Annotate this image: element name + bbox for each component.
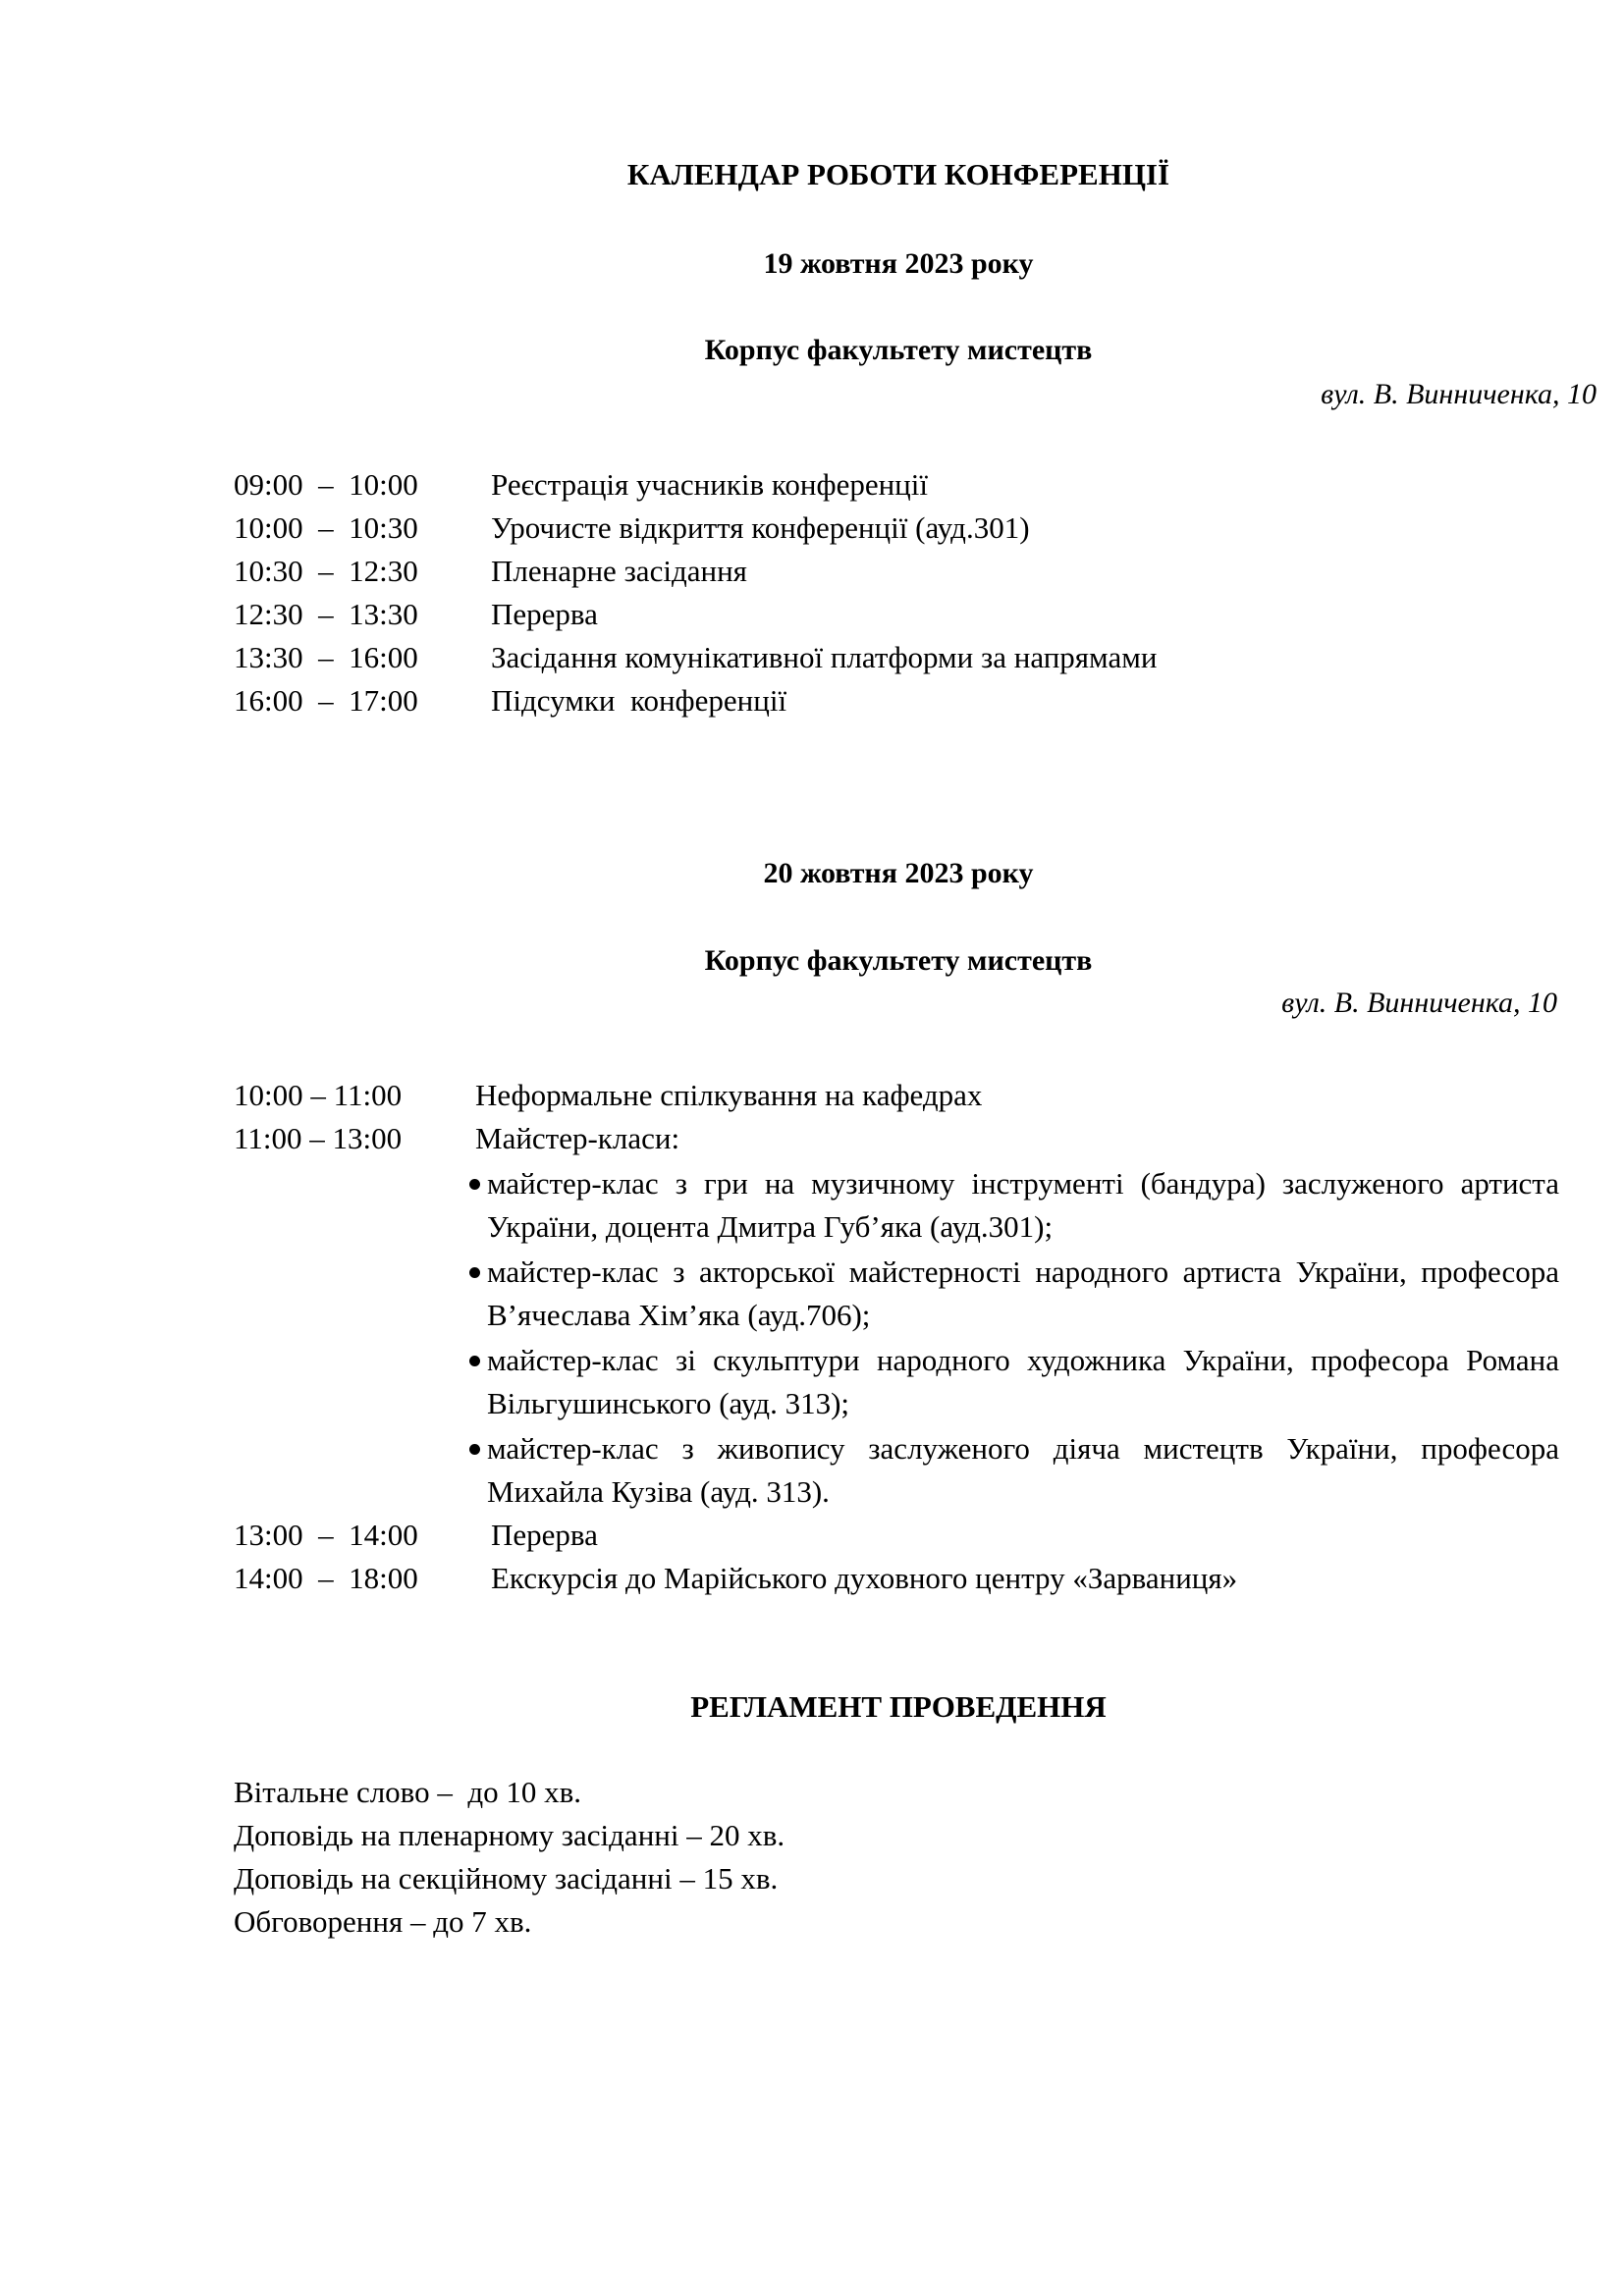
regulations-title: РЕГЛАМЕНТ ПРОВЕДЕННЯ: [690, 1689, 1107, 1724]
schedule-event: Підсумки конференції: [491, 683, 787, 718]
list-item: майстер-клас з живопису заслуженого діяча мистецтв України, професора Михайла Кузіва (ауд. 313).: [487, 1431, 1559, 1509]
schedule-event: Пленарне засідання: [491, 554, 747, 588]
regulation-line: Обговорення – до 7 хв.: [234, 1904, 532, 1939]
regulation-line: Доповідь на секційному засіданні – 15 хв.: [234, 1861, 779, 1896]
regulation-line: Доповідь на пленарному засіданні – 20 хв.: [234, 1818, 785, 1852]
schedule-time: 10:30 – 12:30: [234, 554, 418, 588]
day2-address: вул. В. Винниченка, 10: [1281, 987, 1557, 1019]
schedule-time: 13:30 – 16:00: [234, 640, 418, 674]
schedule-event: Неформальне спілкування на кафедрах: [475, 1078, 983, 1112]
day1-date: 19 жовтня 2023 року: [763, 247, 1034, 280]
day1-address: вул. В. Винниченка, 10: [1321, 378, 1597, 410]
schedule-event: Засідання комунікативної платформи за напрямами: [491, 640, 1158, 674]
schedule-time: 12:30 – 13:30: [234, 597, 418, 631]
schedule-time: 10:00 – 10:30: [234, 510, 418, 545]
list-item: майстер-клас зі скульптури народного художника України, професора Романа Вільгушинського (ауд. 313);: [487, 1343, 1559, 1420]
schedule-time: 11:00 – 13:00: [234, 1121, 403, 1155]
list-item: майстер-клас з гри на музичному інструменті (бандура) заслуженого артиста України, доцента Дмитра Губ’яка (ауд.301);: [487, 1166, 1559, 1244]
schedule-time: 09:00 – 10:00: [234, 467, 418, 502]
day1-venue: Корпус факультету мистецтв: [704, 334, 1093, 366]
schedule-event: Майстер-класи:: [475, 1121, 680, 1155]
schedule-event: Перерва: [491, 1518, 598, 1552]
schedule-time: 13:00 – 14:00: [234, 1518, 418, 1552]
bullet-icon: [469, 1356, 480, 1366]
list-item: майстер-клас з акторської майстерності народного артиста України, професора В’ячеслава Хім’яка (ауд.706);: [487, 1255, 1559, 1332]
schedule-time: 14:00 – 18:00: [234, 1561, 418, 1595]
day2-date: 20 жовтня 2023 року: [763, 857, 1034, 889]
bullet-icon: [469, 1444, 480, 1455]
page-title: КАЛЕНДАР РОБОТИ КОНФЕРЕНЦІЇ: [626, 157, 1170, 191]
schedule-event: Урочисте відкриття конференції (ауд.301): [491, 510, 1030, 545]
schedule-event: Реєстрація учасників конференції: [491, 467, 928, 502]
bullet-icon: [469, 1267, 480, 1278]
schedule-time: 16:00 – 17:00: [234, 683, 418, 718]
schedule-time: 10:00 – 11:00: [234, 1078, 403, 1112]
schedule-event: Перерва: [491, 597, 598, 631]
schedule-event: Екскурсія до Марійського духовного центру «Зарваниця»: [491, 1561, 1238, 1595]
regulation-line: Вітальне слово – до 10 хв.: [234, 1775, 582, 1809]
bullet-icon: [469, 1179, 480, 1190]
day2-venue: Корпус факультету мистецтв: [704, 944, 1093, 977]
